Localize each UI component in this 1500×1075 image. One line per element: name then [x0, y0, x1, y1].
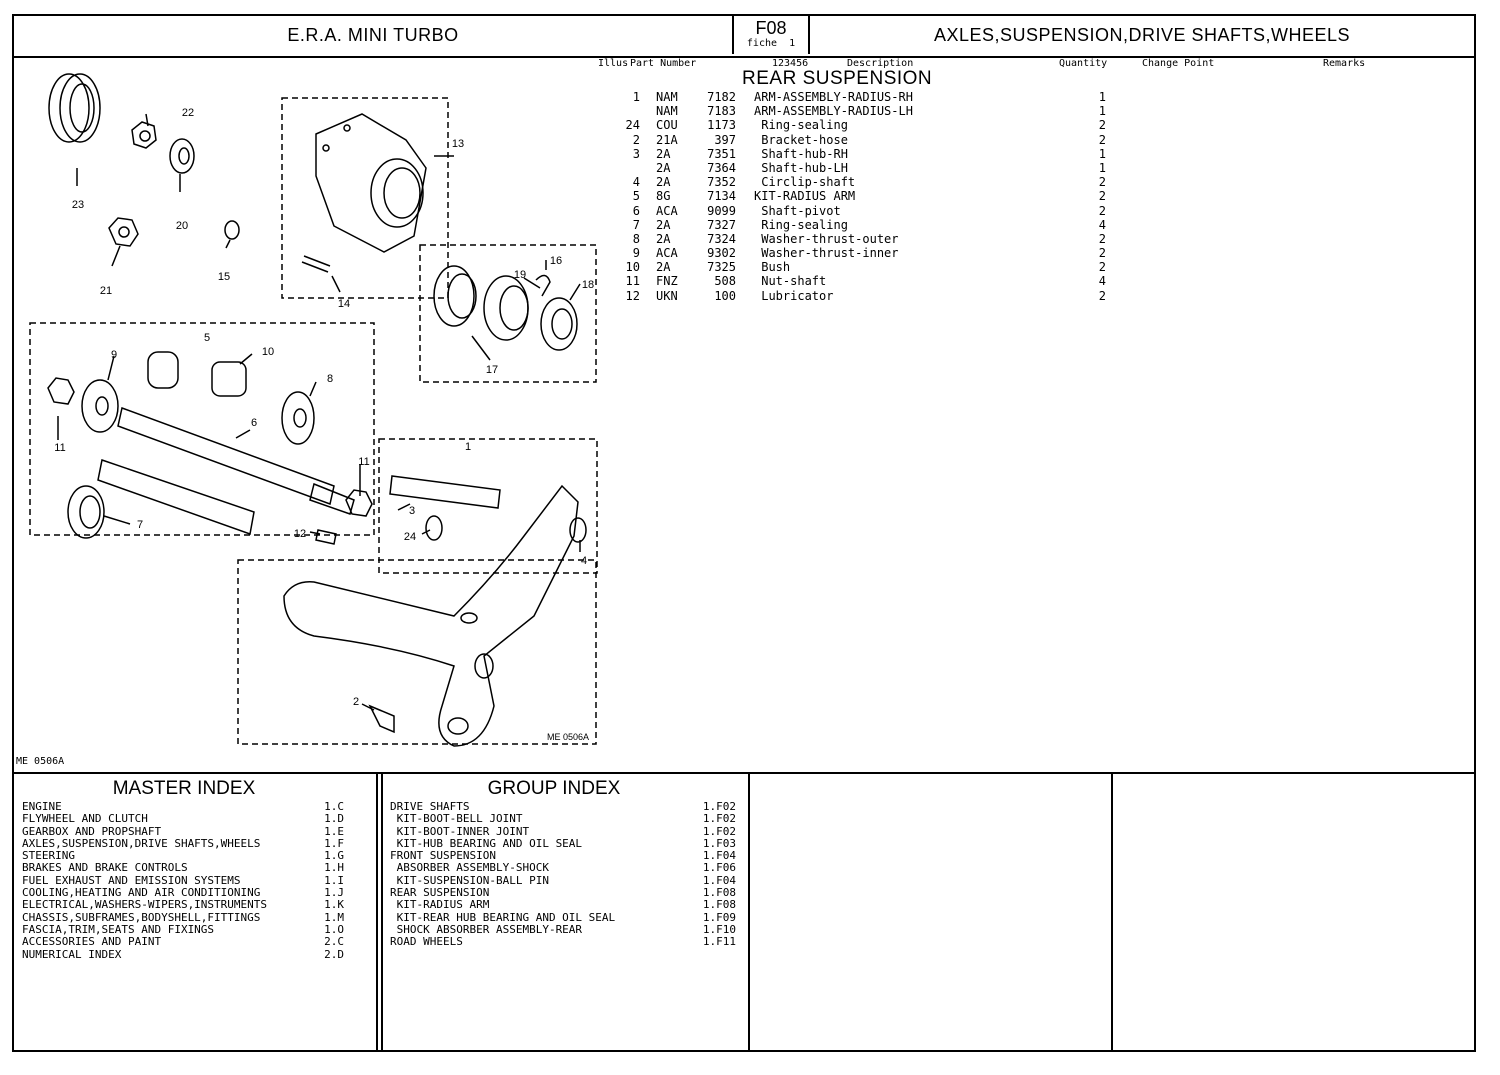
fiche-code: F08: [755, 18, 787, 38]
callout-1: 1: [464, 441, 472, 453]
part-description: Bracket-hose: [754, 132, 848, 147]
callout-14: 14: [337, 298, 351, 310]
part-illus: 9: [632, 246, 640, 261]
fiche-number-line: [734, 38, 808, 50]
index-entry-ref: 1.F11: [702, 936, 736, 949]
part-description: Shaft-hub-RH: [754, 146, 848, 161]
part-prefix: NAM: [656, 90, 678, 104]
index-entry[interactable]: [22, 875, 344, 887]
part-illus: 3: [632, 146, 640, 161]
part-description: Ring-sealing: [754, 118, 848, 133]
part-quantity: 2: [1098, 260, 1106, 275]
index-entry-label: KIT-BOOT-BELL JOINT: [390, 813, 523, 826]
index-entry[interactable]: [390, 899, 736, 911]
part-illus: 12: [625, 288, 640, 303]
callout-17: 17: [485, 364, 499, 376]
part-number: 1173: [707, 118, 736, 133]
callout-3: 3: [408, 505, 416, 517]
part-quantity: 1: [1098, 90, 1106, 104]
index-entry-ref: 1.F: [324, 837, 344, 850]
index-entry-label: KIT-SUSPENSION-BALL PIN: [390, 874, 549, 887]
col-part-number: Part Number: [630, 58, 697, 69]
part-24-ring: [426, 516, 442, 540]
part-21-nut: [109, 218, 138, 246]
index-separator-1: [376, 772, 378, 1050]
col-digits: 123456: [772, 58, 809, 69]
part-illus: 24: [625, 118, 640, 133]
index-entry[interactable]: [390, 912, 736, 924]
index-entry-label: ROAD WHEELS: [390, 936, 463, 949]
index-entry-label: BRAKES AND BRAKE CONTROLS: [22, 862, 188, 875]
index-separator-1b: [381, 772, 383, 1050]
master-index-title: MASTER INDEX: [112, 778, 256, 799]
index-entry[interactable]: [390, 887, 736, 899]
part-illus: 11: [625, 274, 640, 289]
part-quantity: 2: [1098, 189, 1106, 204]
part-illus: 1: [632, 90, 640, 104]
part-quantity: 2: [1098, 118, 1106, 133]
section-title: REAR SUSPENSION: [742, 68, 933, 89]
callout-9: 9: [110, 349, 118, 361]
part-number: 7327: [707, 217, 736, 232]
callout-7: 7: [136, 519, 144, 531]
callout-12: 12: [293, 528, 307, 540]
part-prefix: 2A: [656, 146, 671, 161]
index-entry[interactable]: [22, 899, 344, 911]
index-entry-label: GEARBOX AND PROPSHAFT: [22, 825, 162, 838]
part-number: 7364: [707, 160, 736, 175]
index-separator-3: [1111, 772, 1113, 1050]
part-12-lubricator: [316, 530, 336, 544]
col-illus: Illus: [598, 58, 629, 69]
index-entry-label: AXLES,SUSPENSION,DRIVE SHAFTS,WHEELS: [22, 837, 261, 850]
index-entry[interactable]: [22, 949, 344, 961]
part-quantity: 1: [1098, 146, 1106, 161]
part-quantity: 1: [1098, 104, 1106, 119]
part-description: Shaft-pivot: [754, 203, 841, 218]
index-entry-label: REAR SUSPENSION: [390, 887, 490, 900]
group-index-list: [390, 801, 736, 949]
part-13-hub: [316, 114, 426, 252]
index-entry[interactable]: [22, 850, 344, 862]
part-quantity: 2: [1098, 132, 1106, 147]
index-entry-ref: 1.F08: [702, 887, 736, 900]
index-entry-ref: 2.C: [324, 936, 344, 949]
callout-22: 22: [181, 107, 195, 119]
part-quantity: 2: [1098, 231, 1106, 246]
part-1-radius-arm: [284, 486, 578, 746]
index-entry[interactable]: [390, 813, 736, 825]
index-entry[interactable]: [390, 875, 736, 887]
part-number: 7325: [707, 260, 736, 275]
part-prefix: FNZ: [656, 274, 678, 289]
index-entry[interactable]: [22, 801, 344, 813]
callout-8: 8: [326, 373, 334, 385]
part-illus: 10: [625, 260, 640, 275]
index-entry[interactable]: [22, 887, 344, 899]
index-entry-label: NUMERICAL INDEX: [22, 948, 122, 961]
callout-23: 23: [71, 199, 85, 211]
col-description: Description: [847, 58, 914, 69]
col-quantity: Quantity: [1059, 58, 1108, 69]
part-quantity: 2: [1098, 175, 1106, 190]
callout-21: 21: [99, 285, 113, 297]
part-number: 7352: [707, 175, 736, 190]
index-entry-ref: 1.M: [324, 911, 344, 924]
part-description: KIT-RADIUS ARM: [754, 189, 856, 204]
part-number: 9302: [707, 246, 736, 261]
index-entry-ref: 1.F02: [702, 801, 736, 813]
index-entry-label: ACCESSORIES AND PAINT: [22, 936, 162, 949]
index-entry-label: DRIVE SHAFTS: [390, 801, 470, 813]
callout-11-right: 11: [358, 456, 370, 468]
part-prefix: 2A: [656, 260, 671, 275]
part-14-stud: [302, 256, 330, 272]
index-entry[interactable]: [390, 801, 736, 813]
part-prefix: NAM: [656, 104, 678, 119]
index-entry[interactable]: [390, 924, 736, 936]
part-description: Washer-thrust-outer: [754, 231, 899, 246]
part-description: Bush: [754, 260, 791, 275]
index-entry[interactable]: [390, 862, 736, 874]
part-number: 7183: [707, 104, 736, 119]
index-entry-label: COOLING,HEATING AND AIR CONDITIONING: [22, 887, 261, 900]
index-entry[interactable]: [390, 838, 736, 850]
index-entry[interactable]: [390, 826, 736, 838]
fiche-number: 1: [789, 38, 796, 49]
fiche-label: fiche: [746, 38, 778, 49]
index-entry-label: FUEL EXHAUST AND EMISSION SYSTEMS: [22, 874, 241, 887]
index-separator-2: [748, 772, 750, 1050]
index-entry-ref: 1.F04: [702, 850, 736, 863]
index-entry-ref: 1.F10: [702, 923, 736, 936]
col-change-point: Change Point: [1142, 58, 1215, 69]
index-entry-ref: 1.C: [324, 801, 344, 813]
part-number: 100: [714, 288, 736, 303]
part-description: Lubricator: [754, 288, 834, 303]
part-prefix: ACA: [656, 246, 678, 261]
index-entry-ref: 1.F06: [702, 862, 736, 875]
part-number: 7134: [707, 189, 736, 204]
part-quantity: 4: [1098, 274, 1106, 289]
callout-19: 19: [513, 269, 527, 281]
part-11-nut-left: [48, 378, 74, 404]
part-10-bush-b: [212, 362, 246, 396]
group-index-title: GROUP INDEX: [487, 778, 621, 799]
part-6-shaft: [118, 408, 354, 514]
index-entry[interactable]: [22, 924, 344, 936]
index-entry-label: ENGINE: [22, 801, 62, 813]
callout-16: 16: [549, 255, 563, 267]
index-entry-ref: 2.D: [324, 948, 344, 961]
part-number: 9099: [707, 203, 736, 218]
fiche-header: [14, 16, 1474, 58]
part-prefix: 2A: [656, 175, 671, 190]
fiche-code-box: [732, 16, 810, 54]
callout-5: 5: [203, 332, 211, 344]
index-entry-label: KIT-RADIUS ARM: [390, 899, 490, 912]
model-title: E.R.A. MINI TURBO: [287, 24, 459, 45]
index-entry-ref: 1.G: [324, 850, 344, 863]
part-description: Nut-shaft: [754, 274, 827, 289]
index-entry-label: ELECTRICAL,WASHERS-WIPERS,INSTRUMENTS: [22, 899, 268, 912]
part-10-bush-a: [148, 352, 178, 388]
index-entry-ref: 1.F03: [702, 837, 736, 850]
index-entry-ref: 1.I: [324, 874, 344, 887]
part-description: Circlip-shaft: [754, 175, 856, 190]
index-entry-ref: 1.E: [324, 825, 344, 838]
index-entry[interactable]: [22, 813, 344, 825]
index-entry[interactable]: [22, 838, 344, 850]
index-entry-ref: 1.F09: [702, 911, 736, 924]
index-entry-ref: 1.D: [324, 813, 344, 826]
part-quantity: 1: [1098, 160, 1106, 175]
index-entry[interactable]: [22, 862, 344, 874]
index-entry[interactable]: [22, 912, 344, 924]
callout-15: 15: [217, 271, 231, 283]
callout-6: 6: [250, 417, 258, 429]
callout-2: 2: [352, 696, 360, 708]
part-prefix: COU: [656, 118, 678, 133]
index-entry[interactable]: [22, 936, 344, 948]
part-20-washer: [170, 139, 194, 173]
index-entry-ref: 1.F04: [702, 874, 736, 887]
group-title: AXLES,SUSPENSION,DRIVE SHAFTS,WHEELS: [933, 24, 1351, 45]
callout-24: 24: [403, 531, 417, 543]
part-prefix: UKN: [656, 288, 678, 303]
part-description: Washer-thrust-inner: [754, 246, 899, 261]
part-number: 7182: [707, 90, 736, 104]
part-9-washer: [82, 380, 118, 432]
index-entry-ref: 1.O: [324, 923, 344, 936]
part-prefix: 2A: [656, 217, 671, 232]
index-entry-ref: 1.K: [324, 899, 344, 912]
index-entry-label: CHASSIS,SUBFRAMES,BODYSHELL,FITTINGS: [22, 911, 261, 924]
exploded-diagram: [14, 56, 614, 756]
part-illus: 2: [632, 132, 640, 147]
part-illus: 7: [632, 217, 640, 232]
index-entry-label: KIT-BOOT-INNER JOINT: [390, 825, 530, 838]
part-number: 397: [714, 132, 736, 147]
master-index-list: [22, 801, 344, 961]
part-7-sealing: [68, 460, 254, 538]
index-entry-label: FLYWHEEL AND CLUTCH: [22, 813, 148, 826]
part-prefix: 21A: [656, 132, 678, 147]
part-quantity: 4: [1098, 217, 1106, 232]
part-19-pin: [536, 275, 550, 296]
part-number: 508: [714, 274, 736, 289]
index-entry-label: SHOCK ABSORBER ASSEMBLY-REAR: [390, 923, 583, 936]
part-8-washer: [282, 392, 314, 444]
part-description: ARM-ASSEMBLY-RADIUS-RH: [754, 90, 913, 104]
index-entry-label: FRONT SUSPENSION: [390, 850, 496, 863]
index-entry-ref: 1.H: [324, 862, 344, 875]
part-quantity: 2: [1098, 246, 1106, 261]
callout-10: 10: [261, 346, 275, 358]
col-remarks: Remarks: [1323, 58, 1366, 69]
index-entry-ref: 1.F02: [702, 813, 736, 826]
callout-11-left: 11: [54, 442, 66, 454]
part-illus: 6: [632, 203, 640, 218]
diagram-inner-caption: ME 0506A: [546, 732, 590, 742]
index-entry-label: KIT-HUB BEARING AND OIL SEAL: [390, 837, 583, 850]
index-entry[interactable]: [390, 850, 736, 862]
part-3-shaft: [390, 476, 500, 508]
callout-20: 20: [175, 220, 189, 232]
part-number: 7351: [707, 146, 736, 161]
part-23-seal: [49, 74, 100, 142]
callout-13: 13: [451, 138, 465, 150]
part-prefix: ACA: [656, 203, 678, 218]
part-illus: 8: [632, 231, 640, 246]
part-illus: 5: [632, 189, 640, 204]
callout-4: 4: [580, 555, 588, 567]
index-entry-ref: 1.F02: [702, 825, 736, 838]
callout-18: 18: [581, 279, 595, 291]
part-illus: 4: [632, 175, 640, 190]
part-15: [225, 221, 239, 239]
index-entry-label: FASCIA,TRIM,SEATS AND FIXINGS: [22, 923, 215, 936]
index-entry-label: STEERING: [22, 850, 75, 863]
part-description: Ring-sealing: [754, 217, 848, 232]
diagram-caption: ME 0506A: [16, 756, 65, 767]
index-entry[interactable]: [390, 936, 736, 948]
index-entry-ref: 1.J: [324, 887, 344, 900]
part-22-nut: [132, 122, 156, 148]
part-quantity: 2: [1098, 288, 1106, 303]
part-quantity: 2: [1098, 203, 1106, 218]
index-entry-ref: 1.F08: [702, 899, 736, 912]
index-entry[interactable]: [22, 826, 344, 838]
index-entry-label: KIT-REAR HUB BEARING AND OIL SEAL: [390, 911, 616, 924]
part-prefix: 2A: [656, 160, 671, 175]
part-prefix: 2A: [656, 231, 671, 246]
index-divider: [14, 772, 1474, 774]
fiche-frame: [12, 14, 1476, 1052]
index-entry-label: ABSORBER ASSEMBLY-SHOCK: [390, 862, 549, 875]
part-description: ARM-ASSEMBLY-RADIUS-LH: [754, 104, 913, 119]
part-prefix: 8G: [656, 189, 671, 204]
part-number: 7324: [707, 231, 736, 246]
part-description: Shaft-hub-LH: [754, 160, 848, 175]
